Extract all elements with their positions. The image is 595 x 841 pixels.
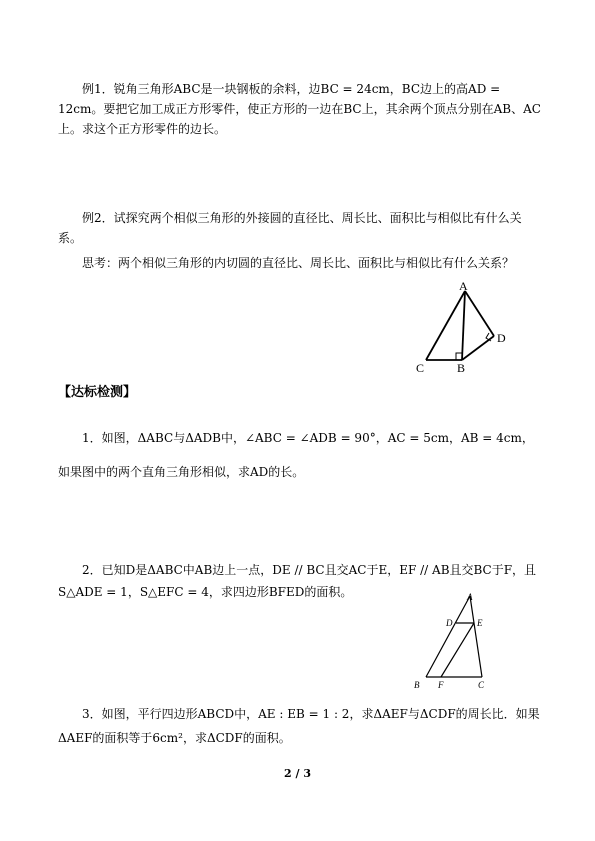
fig1-label-c: C <box>416 361 425 375</box>
fig2-label-b: B <box>414 680 420 690</box>
fig2-label-c: C <box>478 680 485 690</box>
fig1-label-a: A <box>459 279 468 293</box>
example-1-text: 例1．锐角三角形ABC是一块钢板的余料，边BC = 24cm，BC边上的高AD = 12cm。要把它加工成正方形零件，使正方形的一边在BC上，其余两个顶点分别在AB、AC上。求这个正方形零件的边长。 <box>58 82 541 136</box>
page-number: 2 / 3 <box>284 767 311 780</box>
question-1-text: 1．如图，ΔABC与ΔADB中，∠ABC = ∠ADB = 90°，AC = 5cm，AB = 4cm，如果图中的两个直角三角形相似，求AD的长。 <box>58 431 534 479</box>
fig2-label-a: A <box>467 592 473 602</box>
think-text: 思考：两个相似三角形的内切圆的直径比、周长比、面积比与相似比有什么关系？ <box>82 256 515 270</box>
fig2-label-e: E <box>477 618 483 628</box>
question-2-line-1: 2．已知D是ΔABC中AB边上一点，DE // BC且交AC于E，EF // AB且交BC于F，且 <box>82 563 537 577</box>
fig1-label-b: B <box>457 361 466 375</box>
fig2-label-f: F <box>438 680 444 690</box>
section-title: 【达标检测】 <box>58 385 137 400</box>
question-2-line-2: S△ADE = 1，S△EFC = 4，求四边形BFED的面积。 <box>58 585 353 599</box>
question-3-text: 3．如图，平行四边形ABCD中，AE : EB = 1 : 2，求ΔAEF与ΔCDF的周长比．如果ΔAEF的面积等于6cm²，求ΔCDF的面积。 <box>58 707 540 745</box>
example-2-text: 例2．试探究两个相似三角形的外接圆的直径比、周长比、面积比与相似比有什么关系。 <box>58 211 522 245</box>
figure-triangles-abc-adb <box>410 278 520 378</box>
fig2-label-d: D <box>446 618 453 628</box>
figure-triangle-de-ef <box>410 592 500 692</box>
fig1-label-d: D <box>497 331 506 345</box>
